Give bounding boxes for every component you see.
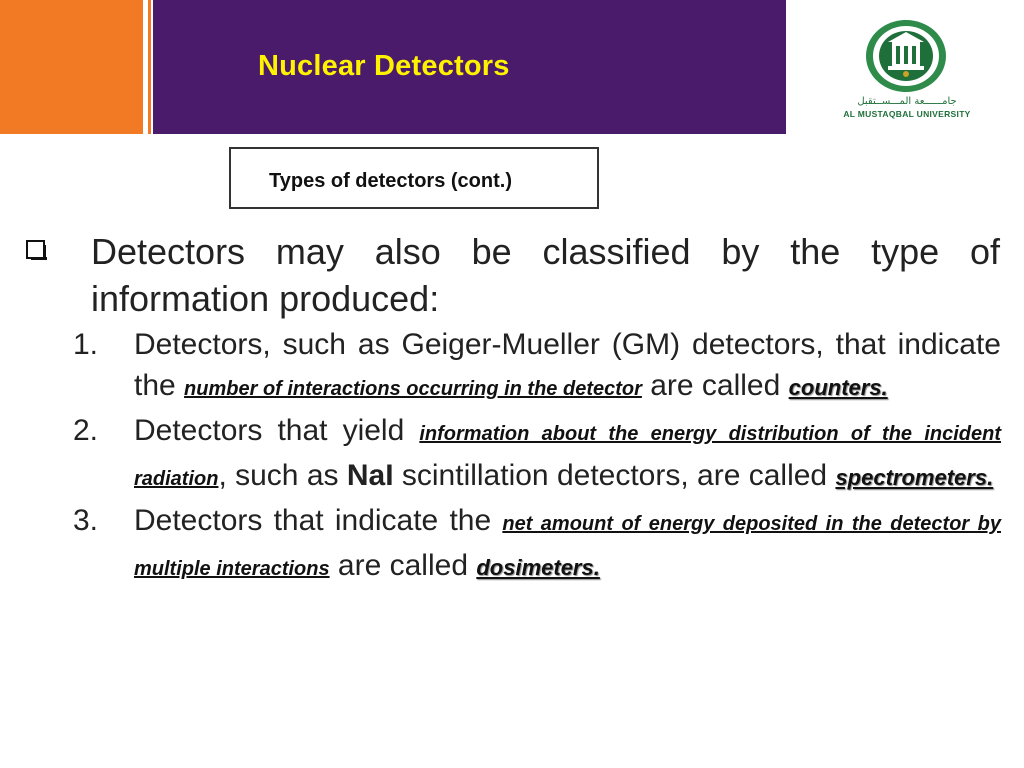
- underlined-phrase: number of interactions occurring in the detector: [184, 378, 642, 400]
- detector-types-list: [70, 324, 1001, 590]
- page-title: Nuclear Detectors: [258, 50, 510, 82]
- list-text: are called: [641, 369, 789, 402]
- subtitle-box: [229, 147, 599, 209]
- list-number: 2.: [73, 414, 99, 447]
- logo-arabic-text: جامــــــعة المـــســتقبل: [857, 96, 957, 107]
- list-text: , such as: [218, 459, 347, 492]
- header-accent-line: [148, 0, 151, 134]
- list-number: 3.: [73, 504, 99, 537]
- underlined-phrase: net amount of energy deposited in the detector by multiple interactions: [134, 513, 1001, 580]
- underlined-phrase: information about the energy distribution of the incident radiation: [134, 423, 1001, 490]
- term-counters: counters.: [788, 375, 888, 400]
- main-bullet-text: Detectors may also be classified by the type of information produced:: [91, 231, 1000, 319]
- subtitle-text: Types of detectors (cont.): [269, 170, 512, 192]
- header-orange-bar: [0, 0, 143, 134]
- nai-bold: NaI: [346, 459, 394, 492]
- list-text: Detectors that yield: [134, 414, 420, 447]
- list-text: are called: [329, 549, 477, 582]
- list-item: [70, 500, 1001, 590]
- list-item: [70, 410, 1001, 500]
- term-dosimeters: dosimeters.: [476, 555, 600, 580]
- university-seal-icon: [858, 18, 954, 94]
- list-item: [70, 324, 1001, 410]
- list-text: scintillation detectors, are called: [393, 459, 836, 492]
- logo-english-text: AL MUSTAQBAL UNIVERSITY: [843, 109, 971, 119]
- list-text: Detectors that indicate the: [134, 504, 503, 537]
- list-text: Detectors, such as Geiger-Mueller (GM) detectors, that indicate the: [134, 328, 1001, 402]
- checkbox-bullet-icon: [26, 240, 45, 259]
- list-number: 1.: [73, 328, 99, 361]
- term-spectrometers: spectrometers.: [835, 465, 994, 490]
- university-logo: [822, 18, 992, 122]
